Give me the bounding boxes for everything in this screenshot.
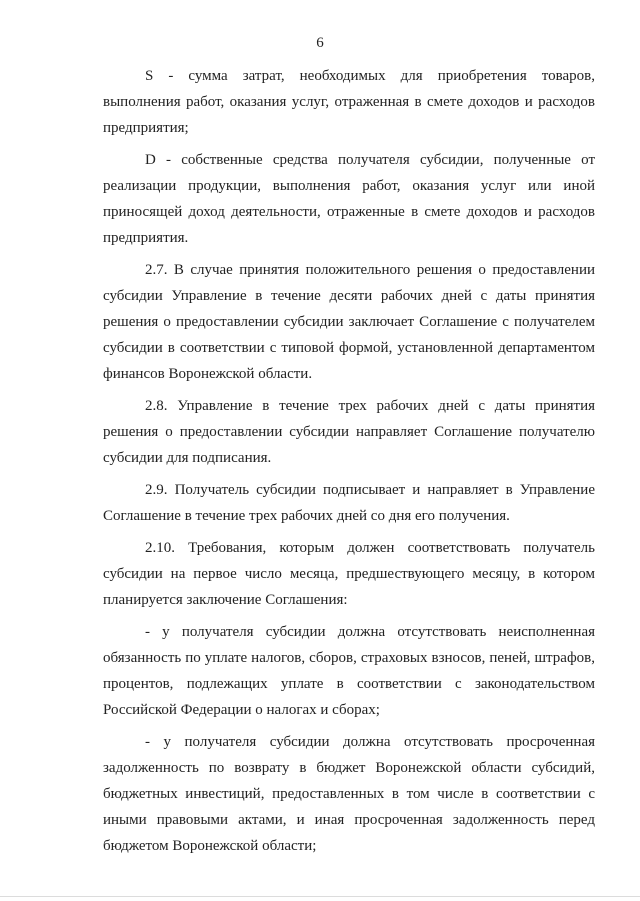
document-body	[103, 63, 595, 859]
paragraph-d-definition: D - собственные средства получателя субсидии, полученные от реализации продукции, выполнения работ, оказания услуг или иной приносящей доход деятельности, отраженные в смете доходов и расходов предприятия.	[103, 152, 595, 246]
requirement-item-debt: - у получателя субсидии должна отсутствовать просроченная задолженность по возврату в бюджет Воронежской области субсидий, бюджетных инвестиций, предоставленных в том числе в соответствии с иными правовыми актами, и иная просроченная задолженность перед бюджетом Воронежской области;	[103, 734, 595, 854]
paragraph-s-definition: S - сумма затрат, необходимых для приобретения товаров, выполнения работ, оказания услуг, отраженная в смете доходов и расходов предприятия;	[103, 68, 595, 136]
paragraph-2-7: 2.7. В случае принятия положительного решения о предоставлении субсидии Управление в течение десяти рабочих дней с даты принятия решения о предоставлении субсидии заключает Соглашение с получателем субсидии в соответствии с типовой формой, установленной департаментом финансов Воронежской области.	[103, 262, 595, 382]
paragraph-2-9: 2.9. Получатель субсидии подписывает и направляет в Управление Соглашение в течение трех рабочих дней со дня его получения.	[103, 482, 595, 524]
page-bottom-divider	[0, 896, 640, 897]
paragraph-2-10: 2.10. Требования, которым должен соответствовать получатель субсидии на первое число месяца, предшествующего месяцу, в котором планируется заключение Соглашения:	[103, 540, 595, 608]
paragraph-2-8: 2.8. Управление в течение трех рабочих дней с даты принятия решения о предоставлении субсидии направляет Соглашение получателю субсидии для подписания.	[103, 398, 595, 466]
page-number: 6	[316, 35, 324, 51]
requirement-item-taxes: - у получателя субсидии должна отсутствовать неисполненная обязанность по уплате налогов, сборов, страховых взносов, пеней, штрафов, процентов, подлежащих уплате в соответствии с законодательством Российской Федерации о налогах и сборах;	[103, 624, 595, 718]
